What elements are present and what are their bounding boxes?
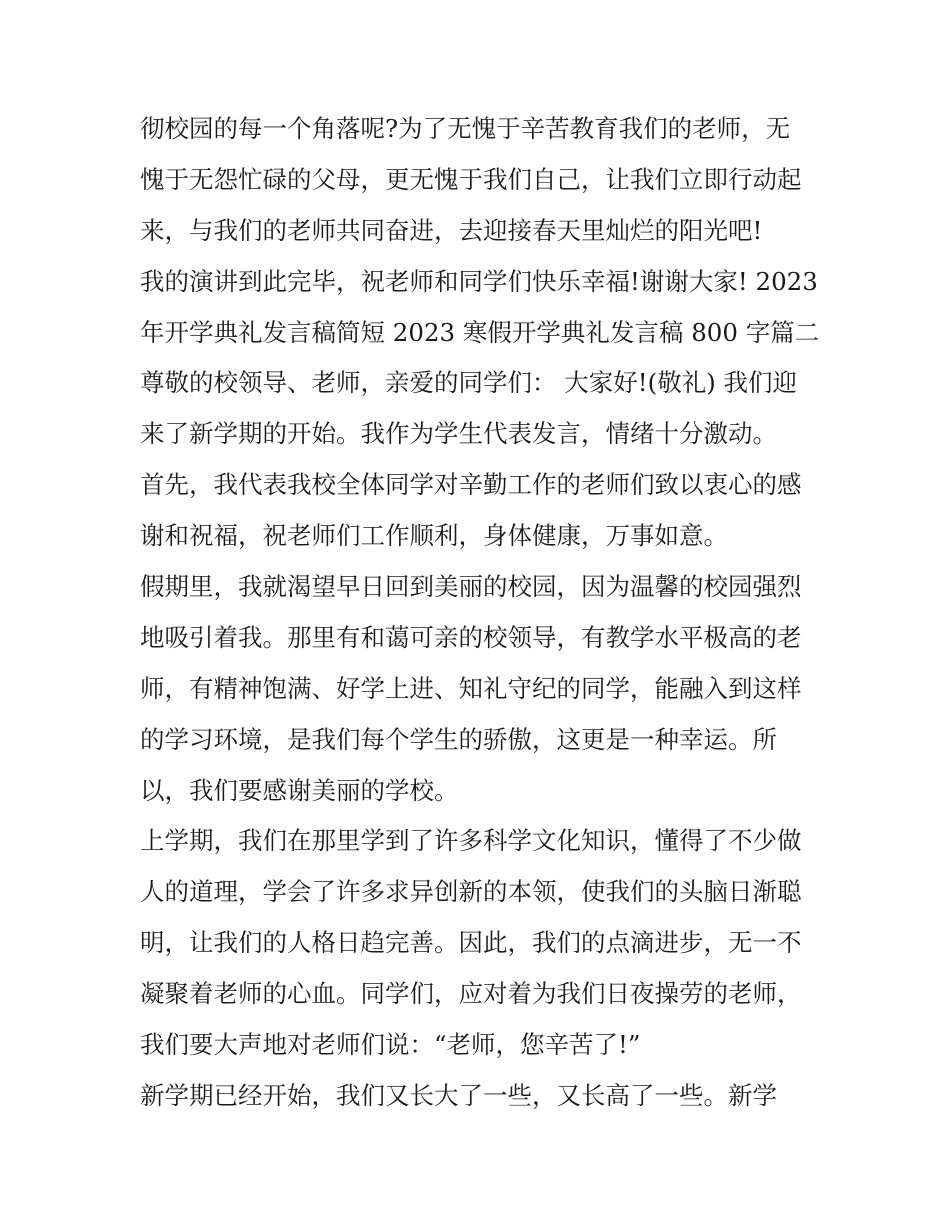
text-line: 的学习环境，是我们每个学生的骄傲，这更是一种幸运。所 (140, 724, 777, 754)
text-line: 我们要大声地对老师们说：“老师，您辛苦了!” (140, 1030, 641, 1060)
text-line: 上学期，我们在那里学到了许多科学文化知识，懂得了不少做 (140, 826, 802, 856)
text-line: 我的演讲到此完毕，祝老师和同学们快乐幸福!谢谢大家! 2023 (140, 266, 818, 296)
text-line: 来了新学期的开始。我作为学生代表发言，情绪十分激动。 (140, 419, 777, 449)
text-line: 假期里，我就渴望早日回到美丽的校园，因为温馨的校园强烈 (140, 572, 802, 602)
text-line: 年开学典礼发言稿简短 2023 寒假开学典礼发言稿 800 字篇二 (140, 317, 820, 347)
text-line: 人的道理，学会了许多求异创新的本领，使我们的头脑日渐聪 (140, 877, 802, 907)
text-line: 彻校园的每一个角落呢?为了无愧于辛苦教育我们的老师，无 (140, 114, 791, 143)
text-line: 谢和祝福，祝老师们工作顺利，身体健康，万事如意。 (140, 521, 728, 551)
text-line: 新学期已经开始，我们又长大了一些，又长高了一些。新学 (140, 1080, 777, 1110)
text-line: 来，与我们的老师共同奋进，去迎接春天里灿烂的阳光吧! (140, 215, 763, 245)
body-text (140, 104, 830, 1122)
text-line: 以，我们要感谢美丽的学校。 (140, 775, 459, 805)
text-line: 尊敬的校领导、老师，亲爱的同学们： 大家好!(敬礼) 我们迎 (140, 368, 798, 398)
text-line: 凝聚着老师的心血。同学们，应对着为我们日夜操劳的老师， (140, 979, 802, 1009)
text-line: 首先，我代表我校全体同学对辛勤工作的老师们致以衷心的感 (140, 470, 802, 500)
text-line: 明，让我们的人格日趋完善。因此，我们的点滴进步，无一不 (140, 928, 802, 958)
text-line: 师，有精神饱满、好学上进、知礼守纪的同学，能融入到这样 (140, 673, 802, 703)
text-line: 愧于无怨忙碌的父母，更无愧于我们自己，让我们立即行动起 (140, 164, 802, 194)
text-line: 地吸引着我。那里有和蔼可亲的校领导，有教学水平极高的老 (140, 622, 802, 652)
